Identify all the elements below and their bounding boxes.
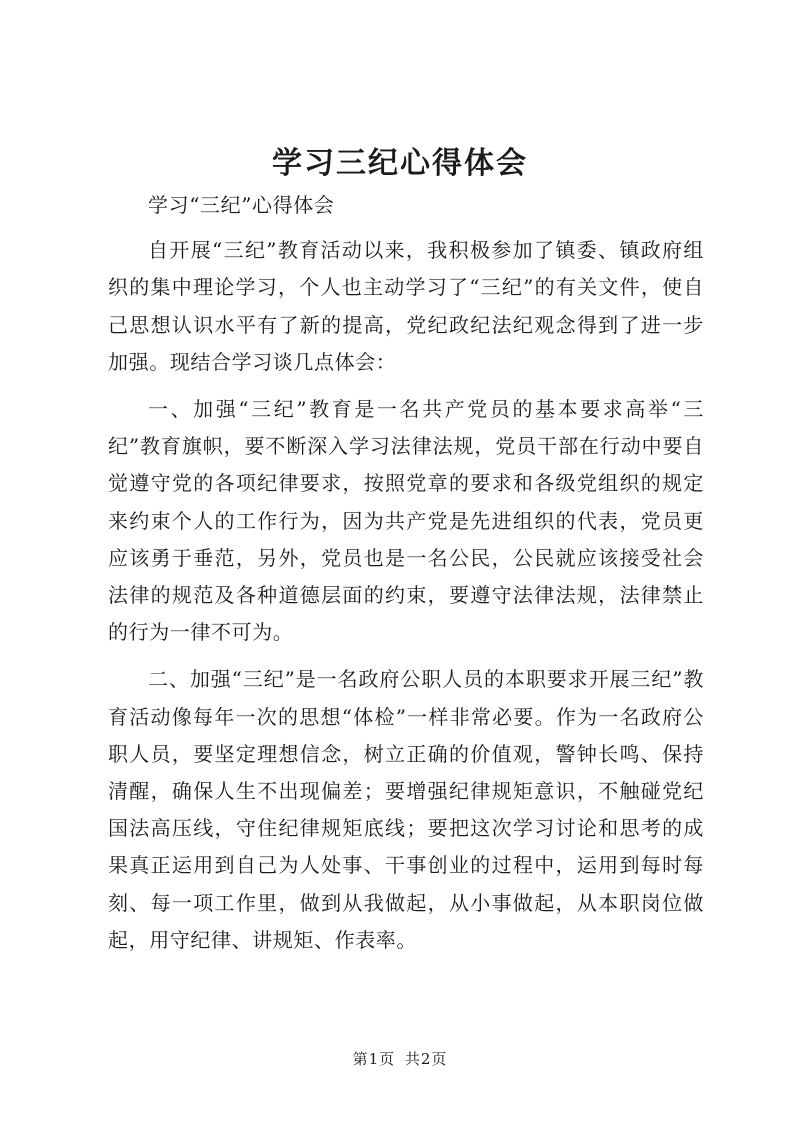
- paragraph-section-one: 一、加强“三纪”教育是一名共产党员的基本要求高举“三纪”教育旗帜，要不断深入学习法律法规，党员干部在行动中要自觉遵守党的各项纪律要求，按照党章的要求和各级党组织的规定来约束个人的工作行为，因为共产党是先进组织的代表，党员更应该勇于垂范，另外，党员也是一名公民，公民就应该接受社会法律的规范及各种道德层面的约束，要遵守法律法规，法律禁止的行为一律不可为。: [108, 397, 704, 645]
- page-total: 共2页: [404, 1050, 448, 1068]
- document-title: 学习三纪心得体会: [272, 146, 528, 181]
- page-number: 第1页: [352, 1050, 396, 1068]
- paragraph-section-two: 二、加强“三纪”是一名政府公职人员的本职要求开展三纪”教育活动像每年一次的思想“体检”一样非常必要。作为一名政府公职人员，要坚定理想信念，树立正确的价值观，警钟长鸣、保持清醒，确保人生不出现偏差；要增强纪律规矩意识，不触碰党纪国法高压线，守住纪律规矩底线；要把这次学习讨论和思考的成果真正运用到自己为人处事、干事创业的过程中，运用到每时每刻、每一项工作里，做到从我做起，从小事做起，从本职岗位做起，用守纪律、讲规矩、作表率。: [108, 667, 704, 952]
- page-footer: [0, 1048, 800, 1069]
- document-subtitle: 学习“三纪”心得体会: [148, 193, 335, 217]
- document-body: [108, 187, 704, 959]
- paragraph-intro: 自开展“三纪”教育活动以来，我积极参加了镇委、镇政府组织的集中理论学习，个人也主动学习了“三纪”的有关文件，使自己思想认识水平有了新的提高，党纪政纪法纪观念得到了进一步加强。现结合学习谈几点体会：: [108, 238, 704, 374]
